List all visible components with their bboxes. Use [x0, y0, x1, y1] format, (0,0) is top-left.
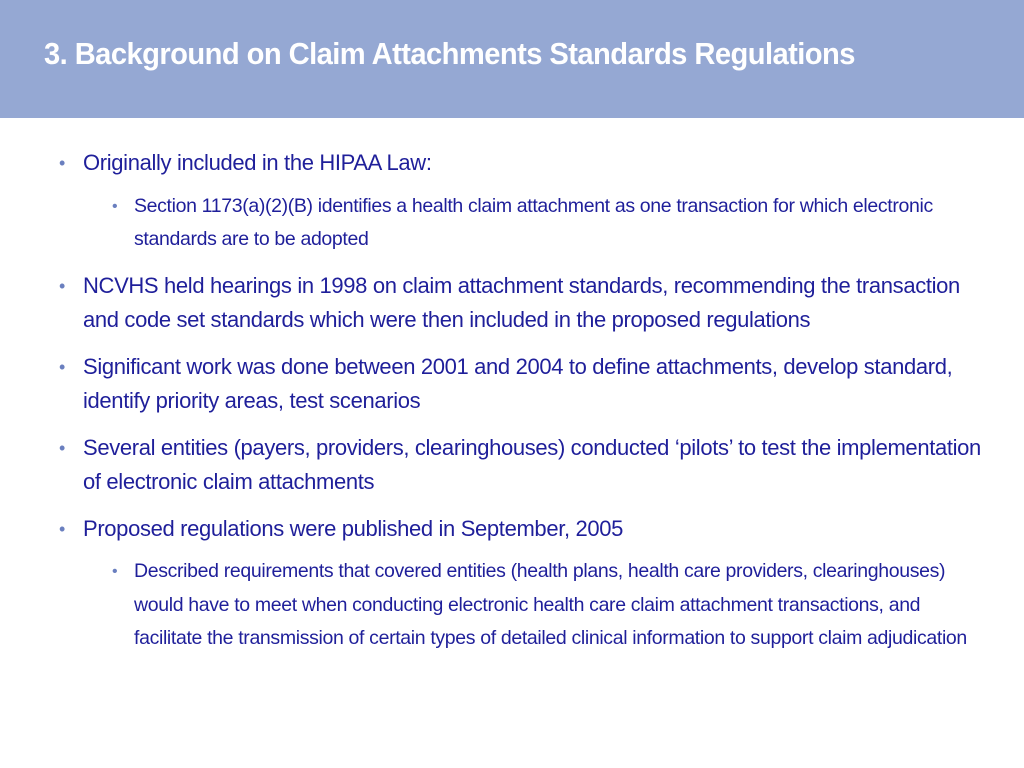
bullet-icon: • — [59, 153, 65, 173]
slide-title: 3. Background on Claim Attachments Standards Regulations — [44, 36, 855, 71]
bullet-item — [59, 431, 988, 500]
bullet-item — [59, 269, 988, 338]
bullet-icon: • — [59, 275, 65, 296]
sub-bullet-text: Described requirements that covered entities (health plans, health care providers, clearinghouses) would have to meet when conducting electronic health care claim attachment transactions, and facilitate the transmission of certain types of detailed clinical information to support claim adjudication — [134, 560, 967, 649]
bullet-item — [59, 350, 988, 419]
bullet-text: Several entities (payers, providers, clearinghouses) conducted ‘pilots’ to test the implementation of electronic claim attachments — [83, 434, 981, 494]
sub-bullet-list — [83, 555, 988, 656]
bullet-list — [0, 146, 1024, 656]
bullet-text: Originally included in the HIPAA Law: — [83, 150, 432, 175]
sub-bullet-text: Section 1173(a)(2)(B) identifies a health claim attachment as one transaction for which electronic standards are to be adopted — [134, 194, 933, 250]
sub-bullet-item — [112, 190, 984, 257]
bullet-text: Significant work was done between 2001 and 2004 to define attachments, develop standard, identify priority areas, test scenarios — [83, 353, 953, 413]
bullet-icon: • — [112, 563, 118, 580]
sub-bullet-list — [83, 190, 988, 257]
bullet-icon: • — [112, 197, 118, 215]
sub-bullet-item — [112, 555, 984, 656]
bullet-icon: • — [59, 437, 65, 458]
bullet-text: NCVHS held hearings in 1998 on claim attachment standards, recommending the transaction and code set standards which were then included in the proposed regulations — [83, 272, 960, 332]
bullet-icon: • — [59, 518, 65, 539]
slide-body — [0, 146, 1024, 668]
title-bar — [0, 0, 1024, 118]
bullet-item — [59, 512, 988, 656]
bullet-item — [59, 146, 988, 257]
bullet-text: Proposed regulations were published in September, 2005 — [83, 515, 624, 541]
bullet-icon: • — [59, 356, 65, 377]
